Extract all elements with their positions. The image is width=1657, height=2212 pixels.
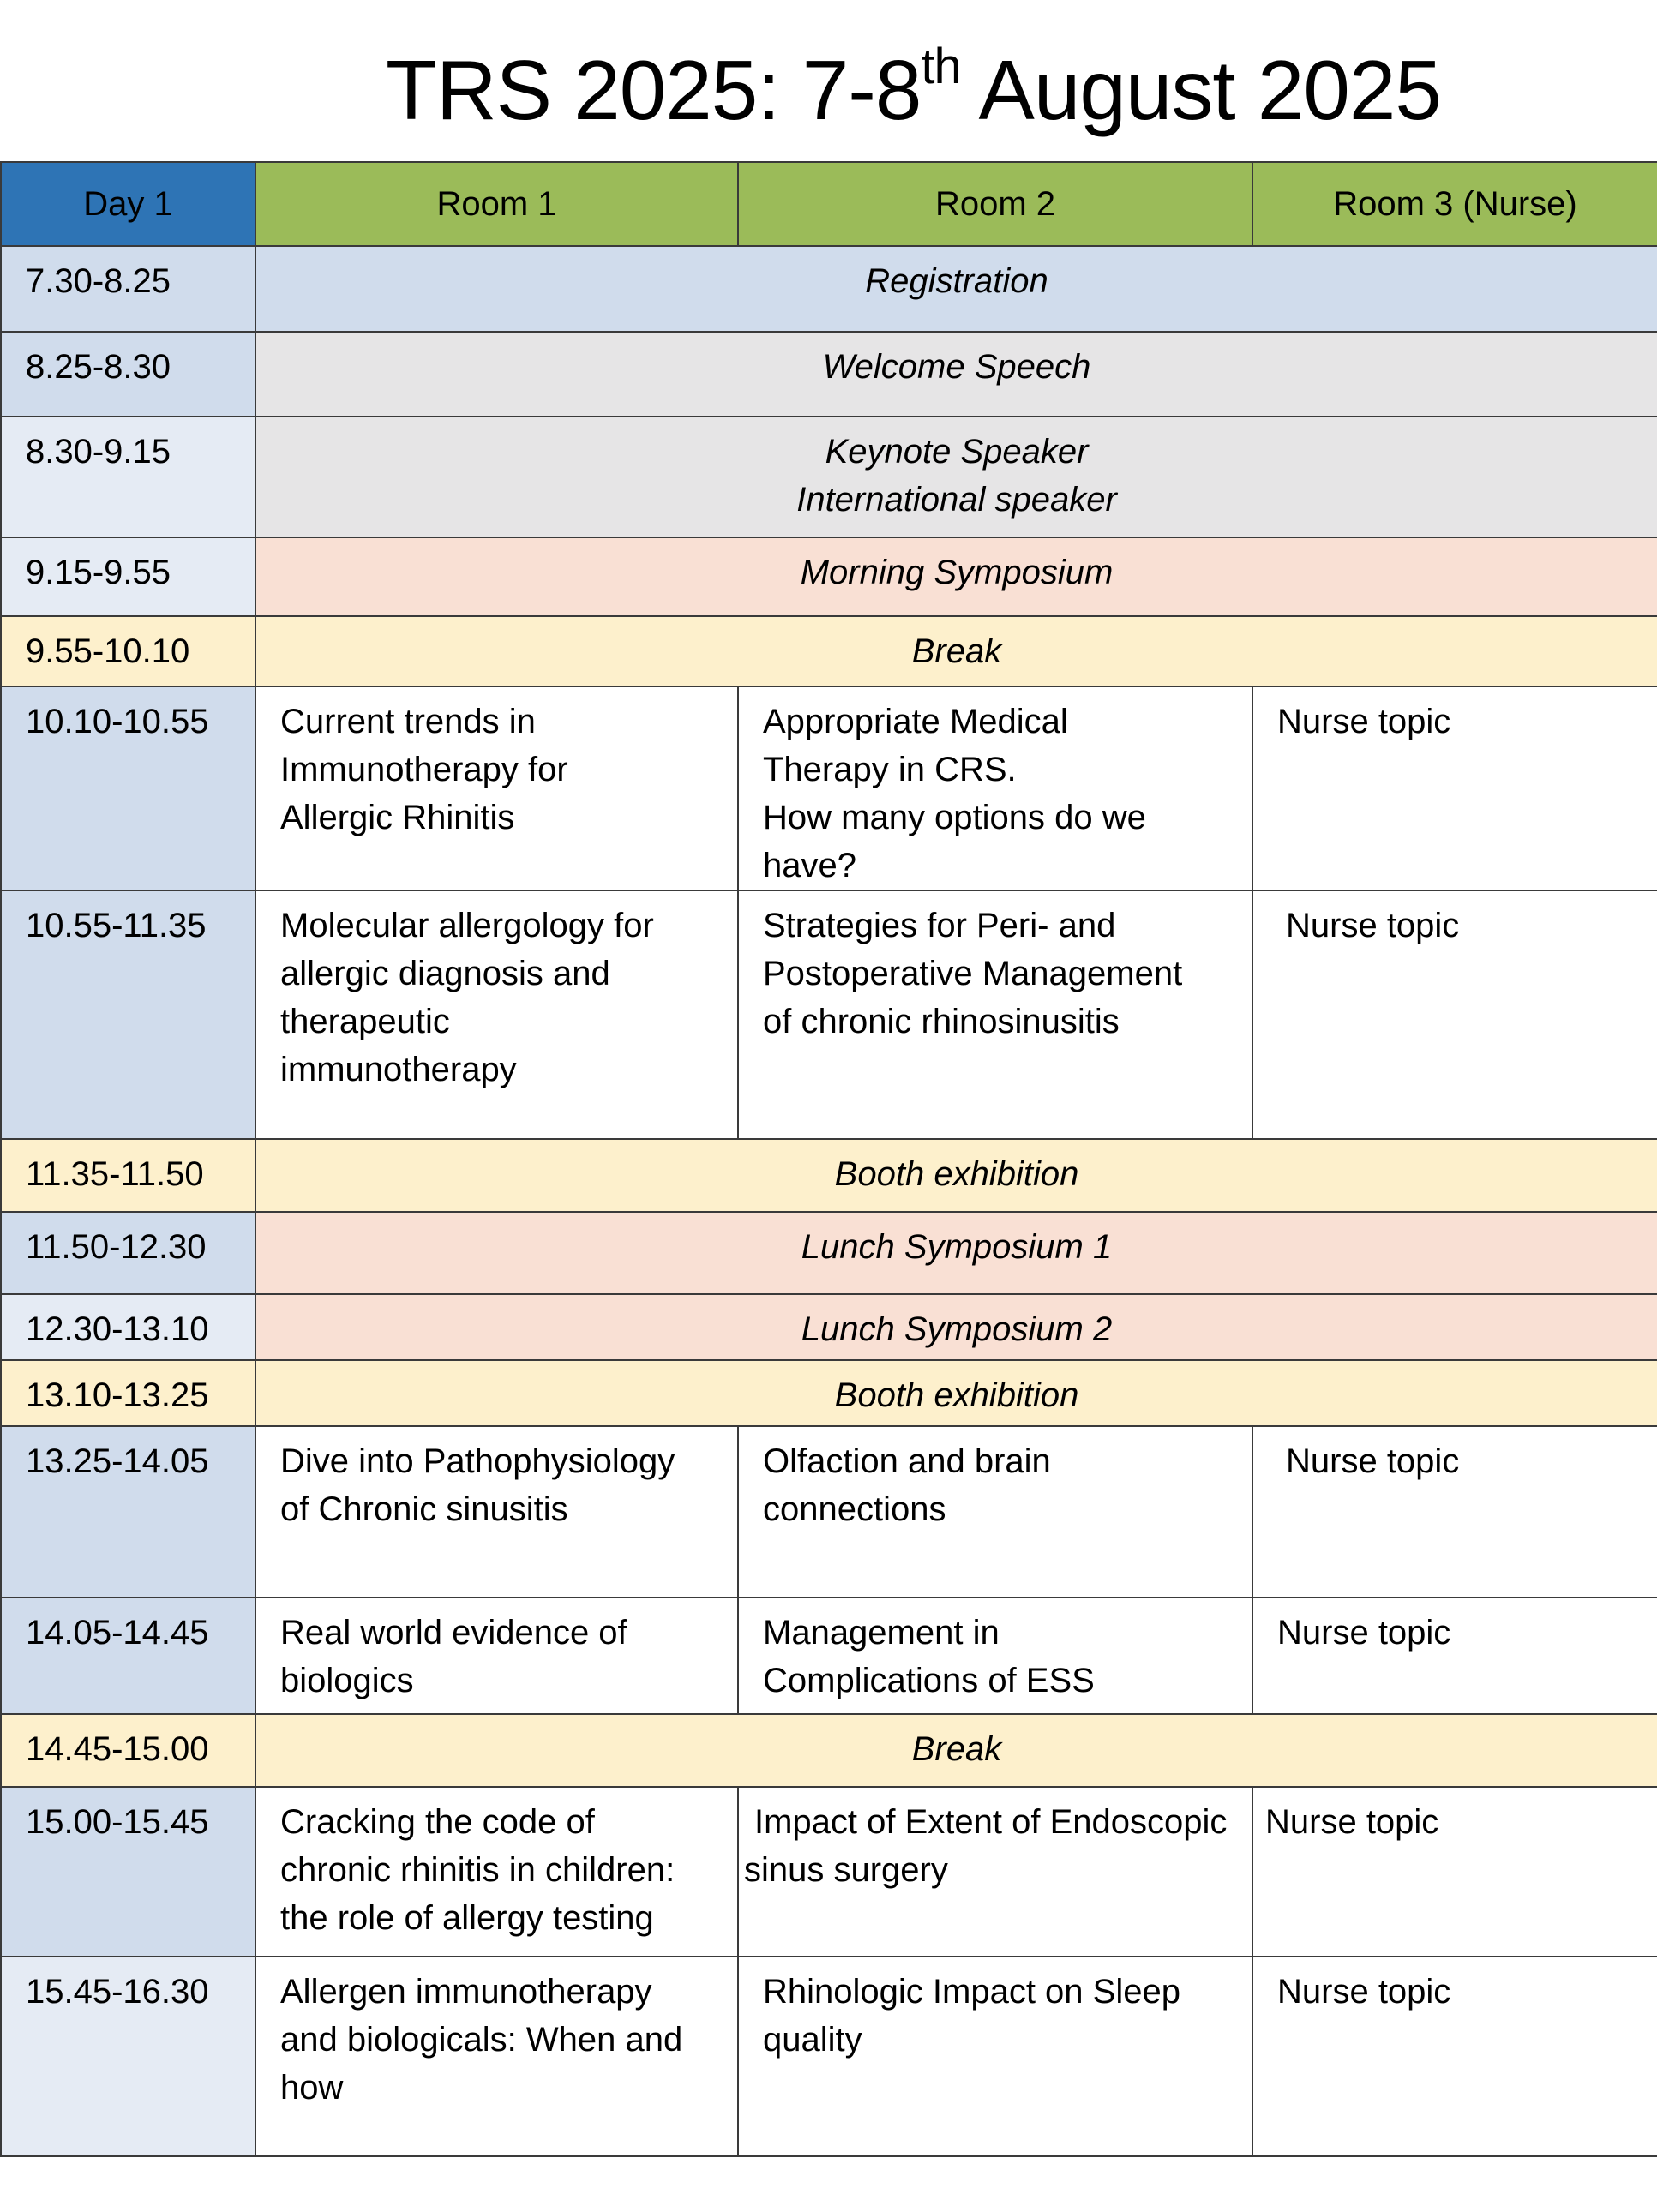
- table-row: [1, 246, 1657, 332]
- talk-line: sinus surgery: [744, 1851, 948, 1889]
- time-cell: 7.30-8.25: [1, 246, 255, 332]
- session-label: Registration: [865, 262, 1048, 300]
- time-cell: 13.25-14.05: [1, 1426, 255, 1598]
- session-label: Booth exhibition: [834, 1376, 1079, 1414]
- talk-line: Current trends in: [280, 703, 536, 740]
- talk-line: Appropriate Medical: [763, 703, 1068, 740]
- talk-line: Cracking the code of: [280, 1803, 595, 1841]
- session-label: Lunch Symposium 2: [801, 1310, 1113, 1348]
- session-label: Keynote Speaker: [825, 433, 1089, 471]
- talk-line: Nurse topic: [1265, 1803, 1439, 1841]
- talk-line: connections: [763, 1490, 946, 1528]
- talk-line: How many options do we: [763, 799, 1146, 836]
- talk-line: Postoperative Management: [763, 955, 1183, 992]
- talk-line: of chronic rhinosinusitis: [763, 1003, 1120, 1040]
- room-3-cell: [1252, 1426, 1657, 1598]
- title-rest: August 2025: [960, 43, 1441, 137]
- talk-line: biologics: [280, 1662, 414, 1699]
- time-cell: 12.30-13.10: [1, 1294, 255, 1360]
- talk-line: Complications of ESS: [763, 1662, 1095, 1699]
- header-room-2: Room 2: [738, 162, 1252, 246]
- title-text: [386, 34, 1441, 159]
- session-cell: [255, 246, 1657, 332]
- room-2-cell: [738, 1598, 1252, 1714]
- table-row: [1, 1957, 1657, 2156]
- table-row: [1, 1426, 1657, 1598]
- time-cell: 9.55-10.10: [1, 616, 255, 686]
- table-row: [1, 1294, 1657, 1360]
- talk-line: Therapy in CRS.: [763, 751, 1017, 788]
- room-1-cell: [255, 1598, 738, 1714]
- session-label: International speaker: [796, 481, 1117, 519]
- table-row: [1, 616, 1657, 686]
- talk-line: Impact of Extent of Endoscopic: [754, 1803, 1228, 1841]
- talk-line: the role of allergy testing: [280, 1899, 654, 1937]
- session-label: Break: [911, 1730, 1002, 1768]
- talk-line: chronic rhinitis in children:: [280, 1851, 675, 1889]
- talk-line: Olfaction and brain: [763, 1442, 1051, 1480]
- talk-line: Nurse topic: [1277, 1614, 1451, 1652]
- session-label: Morning Symposium: [800, 554, 1114, 591]
- talk-line: allergic diagnosis and: [280, 955, 610, 992]
- talk-line: of Chronic sinusitis: [280, 1490, 568, 1528]
- room-2-cell: [738, 686, 1252, 890]
- talk-line: therapeutic: [280, 1003, 450, 1040]
- talk-line: Nurse topic: [1286, 1442, 1460, 1480]
- talk-line: Management in: [763, 1614, 1000, 1652]
- talk-line: and biologicals: When and: [280, 2021, 683, 2059]
- session-cell: [255, 1360, 1657, 1426]
- table-row: [1, 1714, 1657, 1787]
- talk-line: Allergen immunotherapy: [280, 1973, 652, 2011]
- session-cell: [255, 332, 1657, 417]
- room-1-cell: [255, 1426, 738, 1598]
- room-3-cell: [1252, 1787, 1657, 1957]
- time-cell: 15.45-16.30: [1, 1957, 255, 2156]
- room-2-cell: [738, 1426, 1252, 1598]
- room-3-cell: [1252, 1957, 1657, 2156]
- title-main: TRS 2025: 7-8: [386, 43, 922, 137]
- header-row: [1, 162, 1657, 246]
- room-2-cell: [738, 1787, 1252, 1957]
- talk-line: Real world evidence of: [280, 1614, 627, 1652]
- table-row: [1, 1598, 1657, 1714]
- talk-line: quality: [763, 2021, 862, 2059]
- room-3-cell: [1252, 890, 1657, 1139]
- table-row: [1, 1787, 1657, 1957]
- room-1-cell: [255, 1787, 738, 1957]
- table-row: [1, 417, 1657, 537]
- table-row: [1, 686, 1657, 890]
- time-cell: 8.30-9.15: [1, 417, 255, 537]
- header-room-1: Room 1: [255, 162, 738, 246]
- talk-line: Dive into Pathophysiology: [280, 1442, 675, 1480]
- page-title: [0, 34, 1657, 146]
- schedule-table: [0, 161, 1657, 2157]
- session-label: Booth exhibition: [834, 1155, 1079, 1193]
- session-label: Welcome Speech: [822, 348, 1091, 386]
- time-cell: 15.00-15.45: [1, 1787, 255, 1957]
- talk-line: have?: [763, 847, 856, 884]
- session-cell: [255, 1139, 1657, 1212]
- header-room-3: Room 3 (Nurse): [1252, 162, 1657, 246]
- time-cell: 14.45-15.00: [1, 1714, 255, 1787]
- room-2-cell: [738, 1957, 1252, 2156]
- time-cell: 9.15-9.55: [1, 537, 255, 616]
- room-1-cell: [255, 686, 738, 890]
- talk-line: Nurse topic: [1286, 907, 1460, 944]
- title-superscript: th: [921, 39, 961, 94]
- talk-line: Nurse topic: [1277, 1973, 1451, 2011]
- session-cell: [255, 417, 1657, 537]
- talk-line: Allergic Rhinitis: [280, 799, 515, 836]
- talk-line: Rhinologic Impact on Sleep: [763, 1973, 1180, 2011]
- table-row: [1, 1212, 1657, 1294]
- time-cell: 13.10-13.25: [1, 1360, 255, 1426]
- time-cell: 10.10-10.55: [1, 686, 255, 890]
- session-cell: [255, 1212, 1657, 1294]
- room-3-cell: [1252, 686, 1657, 890]
- session-label: Break: [911, 632, 1002, 670]
- time-cell: 8.25-8.30: [1, 332, 255, 417]
- talk-line: Nurse topic: [1277, 703, 1451, 740]
- room-2-cell: [738, 890, 1252, 1139]
- time-cell: 14.05-14.45: [1, 1598, 255, 1714]
- talk-line: immunotherapy: [280, 1051, 517, 1088]
- session-cell: [255, 616, 1657, 686]
- talk-line: Molecular allergology for: [280, 907, 654, 944]
- table-row: [1, 332, 1657, 417]
- room-3-cell: [1252, 1598, 1657, 1714]
- table-row: [1, 537, 1657, 616]
- room-1-cell: [255, 1957, 738, 2156]
- time-cell: 11.50-12.30: [1, 1212, 255, 1294]
- room-1-cell: [255, 890, 738, 1139]
- table-row: [1, 1139, 1657, 1212]
- session-cell: [255, 1714, 1657, 1787]
- table-row: [1, 1360, 1657, 1426]
- table-row: [1, 890, 1657, 1139]
- talk-line: how: [280, 2069, 344, 2107]
- session-label: Lunch Symposium 1: [801, 1228, 1113, 1266]
- session-cell: [255, 537, 1657, 616]
- time-cell: 11.35-11.50: [1, 1139, 255, 1212]
- talk-line: Immunotherapy for: [280, 751, 568, 788]
- header-day: Day 1: [1, 162, 255, 246]
- time-cell: 10.55-11.35: [1, 890, 255, 1139]
- talk-line: Strategies for Peri- and: [763, 907, 1116, 944]
- session-cell: [255, 1294, 1657, 1360]
